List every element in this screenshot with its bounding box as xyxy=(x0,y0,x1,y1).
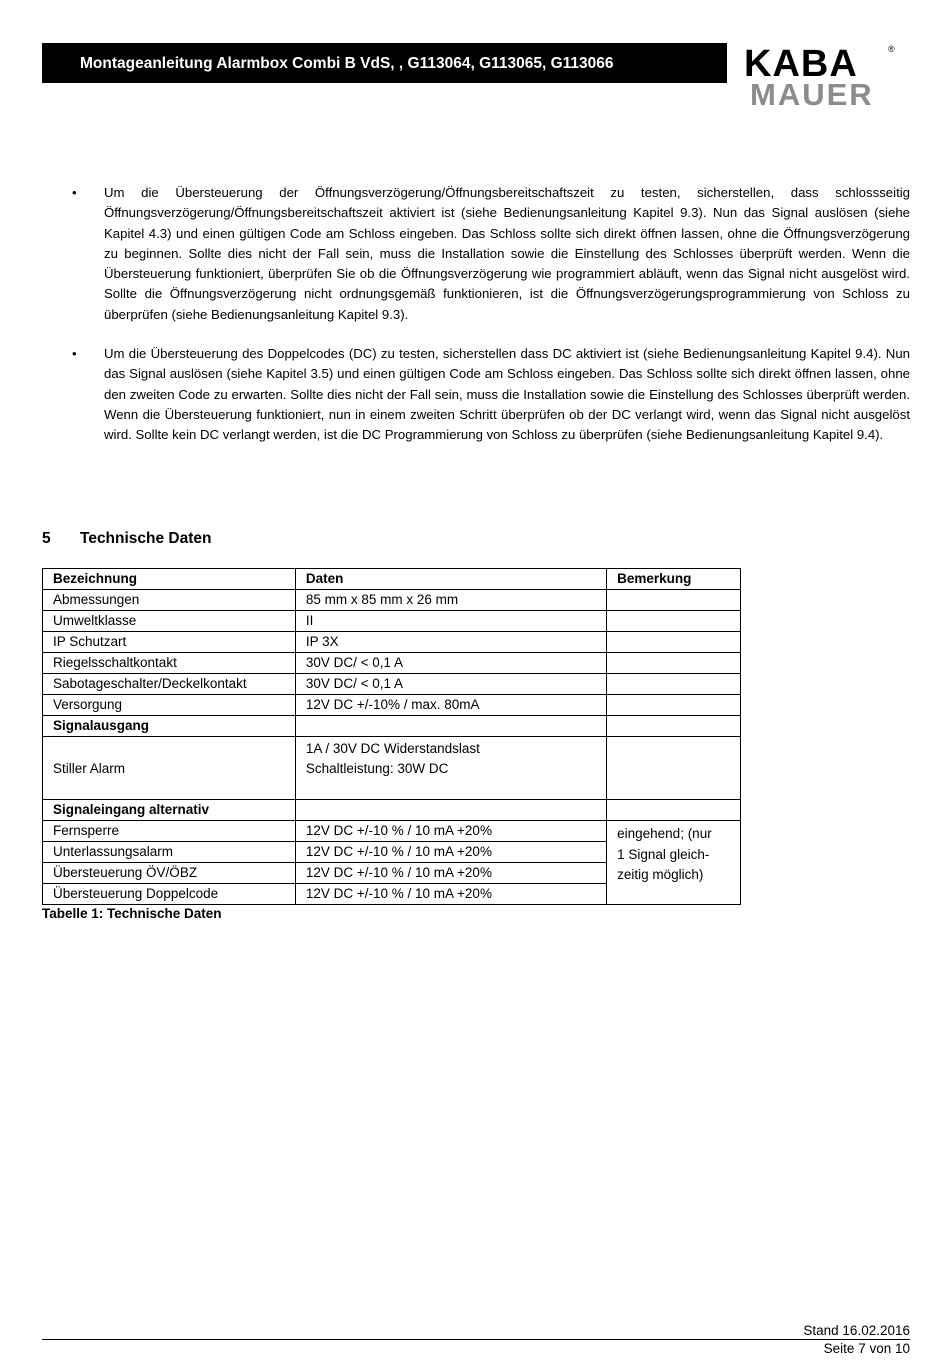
table-row xyxy=(43,632,741,653)
silent-alarm-line-2: Schaltleistung: 30W DC xyxy=(305,761,449,776)
bullet-dot: • xyxy=(72,346,77,362)
table-cell-value: 12V DC +/-10 % / 10 mA +20% xyxy=(295,821,606,842)
table-group-row-signal-output xyxy=(43,716,741,737)
table-cell-label: Sabotageschalter/Deckelkontakt xyxy=(43,674,296,695)
table-cell-label: Unterlassungsalarm xyxy=(43,842,296,863)
bullet-item xyxy=(42,183,910,325)
table-cell-empty xyxy=(295,800,606,821)
logo-kaba-text: KABA xyxy=(744,43,858,85)
table-cell-label: Übersteuerung ÖV/ÖBZ xyxy=(43,863,296,884)
table-row xyxy=(43,674,741,695)
table-cell-remark-merged xyxy=(607,821,741,905)
table-header-row xyxy=(43,569,741,590)
table-cell-label: Fernsperre xyxy=(43,821,296,842)
document-header-title: Montageanleitung Alarmbox Combi B VdS, , G113064, G113065, G113066 xyxy=(42,43,727,83)
table-cell-empty xyxy=(607,737,741,800)
table-cell-value xyxy=(295,737,606,800)
table-cell-empty xyxy=(607,716,741,737)
table-cell-empty xyxy=(607,800,741,821)
footer-divider xyxy=(42,1339,910,1340)
table-cell-label: IP Schutzart xyxy=(43,632,296,653)
table-cell-remark xyxy=(607,611,741,632)
table-cell-value: 12V DC +/-10 % / 10 mA +20% xyxy=(295,884,606,905)
table-cell-remark xyxy=(607,653,741,674)
table-cell-empty xyxy=(295,716,606,737)
table-cell-label: Übersteuerung Doppelcode xyxy=(43,884,296,905)
section-heading xyxy=(42,530,212,548)
table-group-heading: Signaleingang alternativ xyxy=(43,800,296,821)
table-cell-value: 12V DC +/-10 % / 10 mA +20% xyxy=(295,863,606,884)
bullet-text: Um die Übersteuerung des Doppelcodes (DC) zu testen, sicherstellen dass DC aktiviert ist (siehe Bedienungsanleitung Kapitel 9.4). Nun das Signal auslösen (siehe Kapitel 3.5) und einen gültigen Code am Schloss eingeben. Das Schloss sollte sich direkt öffnen lassen, ohne den zweiten Code zu erwarten. Sollte dies nicht der Fall sein, muss die Installation sowie die Einstellung des Schlosses überprüft werden. Wenn die Übersteuerung funktioniert, nun in einem zweiten Schritt überprüfen ob der DC verlangt wird, wenn das Signal nicht ausgelöst wird. Sollte kein DC verlangt werden, ist die DC Programmierung von Schloss zu überprüfen (siehe Bedienungsanleitung Kapitel 9.4). xyxy=(104,346,910,443)
logo-registered-mark: ® xyxy=(888,44,895,54)
table-cell-remark xyxy=(607,674,741,695)
logo-mauer-text: MAUER xyxy=(750,77,874,112)
silent-alarm-line-1: 1A / 30V DC Widerstandslast xyxy=(305,741,480,756)
section-title: Technische Daten xyxy=(80,530,212,547)
table-cell-label: Riegelsschaltkontakt xyxy=(43,653,296,674)
table-group-row-signal-input xyxy=(43,800,741,821)
table-caption: Tabelle 1: Technische Daten xyxy=(42,906,222,921)
technical-data-table xyxy=(42,568,741,905)
table-cell-value: 85 mm x 85 mm x 26 mm xyxy=(295,590,606,611)
table-header-cell: Bemerkung xyxy=(607,569,741,590)
table-cell-value: II xyxy=(295,611,606,632)
bullet-dot: • xyxy=(72,185,77,200)
remark-line-2: 1 Signal gleich- xyxy=(617,846,710,862)
table-cell-label: Umweltklasse xyxy=(43,611,296,632)
table-cell-value: 30V DC/ < 0,1 A xyxy=(295,674,606,695)
table-row xyxy=(43,821,741,842)
table-cell-remark xyxy=(607,590,741,611)
table-cell-label: Stiller Alarm xyxy=(43,737,296,800)
section-number: 5 xyxy=(42,530,51,547)
footer-date: Stand 16.02.2016 xyxy=(803,1323,910,1338)
bullet-item xyxy=(42,344,910,445)
bullet-list xyxy=(42,183,910,446)
table-row xyxy=(43,611,741,632)
table-cell-value: 12V DC +/-10 % / 10 mA +20% xyxy=(295,842,606,863)
remark-line-3: zeitig möglich) xyxy=(617,867,704,882)
table-cell-value: 12V DC +/-10% / max. 80mA xyxy=(295,695,606,716)
table-header-cell: Bezeichnung xyxy=(43,569,296,590)
table-header-cell: Daten xyxy=(295,569,606,590)
table-cell-label: Versorgung xyxy=(43,695,296,716)
table-cell-value: IP 3X xyxy=(295,632,606,653)
table-row xyxy=(43,653,741,674)
footer-page-number: Seite 7 von 10 xyxy=(823,1341,910,1356)
table-row xyxy=(43,590,741,611)
table-group-heading: Signalausgang xyxy=(43,716,296,737)
remark-line-1: eingehend; (nur xyxy=(617,826,712,841)
table-cell-value: 30V DC/ < 0,1 A xyxy=(295,653,606,674)
table-cell-remark xyxy=(607,632,741,653)
kaba-mauer-logo xyxy=(744,44,899,114)
bullet-text: Um die Übersteuerung der Öffnungsverzögerung/Öffnungsbereitschaftszeit zu testen, sicherstellen, dass schlossseitig Öffnungsverzögerung/Öffnungsbereitschaftszeit aktiviert ist (siehe Bedienungsanleitung Kapitel 9.3). Nun das Signal auslösen (siehe Kapitel 4.3) und einen gültigen Code am Schloss eingeben. Das Schloss sollte sich direkt öffnen lassen, ohne die Öffnungsverzögerung zu beginnen. Sollte dies nicht der Fall sein, muss die Installation sowie die Einstellung des Schlosses überprüft werden. Wenn die Übersteuerung funktioniert, überprüfen Sie ob die Öffnungsverzögerung wie programmiert abläuft, wenn das Signal nicht ausgelöst wird. Sollte die Öffnungsverzögerung nicht ordnungsgemäß funktionieren, ist die Öffnungsverzögerungsprogrammierung von Schloss zu überprüfen (siehe Bedienungsanleitung Kapitel 9.3). xyxy=(104,185,910,322)
table-row-silent-alarm xyxy=(43,737,741,800)
table-row xyxy=(43,695,741,716)
table-cell-remark xyxy=(607,695,741,716)
table-cell-label: Abmessungen xyxy=(43,590,296,611)
